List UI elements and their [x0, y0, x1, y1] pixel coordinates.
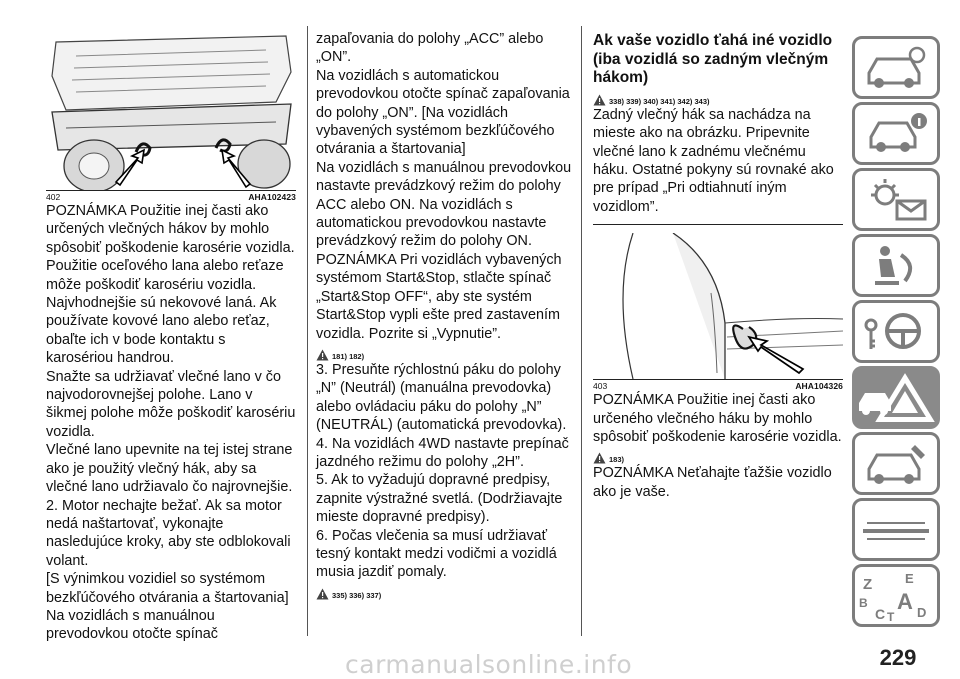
paragraph: Zadný vlečný hák sa nachádza na mieste ako na obrázku. Pripevnite vlečné lano k zadnému vlečnému háku. Ostatné pokyny sú rovnaké ako pre prípad „Pri odtiahnutí iným vozidlom”.: [593, 106, 834, 215]
column-1: [46, 0, 296, 644]
index-letter: D: [917, 605, 927, 620]
reference-numbers: 183): [609, 455, 625, 465]
car-info-icon: [855, 105, 937, 162]
paragraph: POZNÁMKA Použitie inej časti ako určeného vlečného háku by mohlo spôsobiť poškodenie karosérie vozidla.: [593, 392, 842, 446]
warning-triangle-icon: [316, 588, 329, 600]
tab-index[interactable]: [852, 564, 940, 627]
figure-402-caption: [46, 192, 296, 202]
tab-emergency[interactable]: [852, 366, 940, 429]
figure-top-rule: [593, 224, 843, 233]
figure-number: 403: [593, 381, 608, 392]
index-letter: C: [875, 606, 886, 622]
figure-code: AHA102423: [248, 192, 296, 202]
paragraph: 5. Ak to vyžadujú dopravné predpisy, zapnite výstražné svetlá. (Dodržiavajte mieste dopravné predpisy).: [316, 472, 563, 526]
column-divider: [307, 26, 308, 636]
paragraph: POZNÁMKA Pri vozidlách vybavených systémom Start&Stop, stlačte spínač „Start&Stop OFF“, aby ste systém Start&Stop vypli ešte pred zastavením vozidla. Pozrite si „Vypnutie”.: [316, 251, 562, 342]
tab-specifications[interactable]: [852, 498, 940, 561]
column-divider: [581, 26, 582, 636]
light-message-icon: [855, 171, 937, 228]
warning-breakdown-icon: [855, 369, 937, 426]
paragraph: POZNÁMKA Použitie inej časti ako určených vlečných hákov by mohlo spôsobiť poškodenie karosérie vozidla.: [46, 203, 295, 256]
warning-triangle-icon: [593, 94, 606, 106]
paragraph: [S výnimkou vozidiel so systémom bezkľúčového otvárania a štartovania]: [46, 571, 289, 606]
paragraph: zapaľovania do polohy „ACC” alebo „ON”.: [316, 31, 544, 66]
index-letter: E: [905, 571, 914, 586]
paragraph: Na vozidlách s manuálnou prevodovkou nastavte prevádzkový režim do polohy ACC alebo ON. Na vozidlách s automatickou prevodovkou nastavte prevádzkový režim do polohy ON.: [316, 159, 572, 250]
page-number: 229: [879, 645, 917, 670]
specifications-icon: [855, 501, 937, 558]
column-3: [593, 32, 843, 501]
tab-lights-messages[interactable]: [852, 168, 940, 231]
reference-numbers: 338) 339) 340) 341) 342) 343): [609, 96, 710, 106]
warning-triangle-icon: [316, 349, 329, 361]
warning-references: [316, 343, 572, 361]
section-heading: Ak vaše vozidlo ťahá iné vozidlo (iba vozidlá so zadným vlečným hákom): [593, 32, 833, 87]
figure-code: AHA104326: [795, 381, 843, 392]
paragraph: Na vozidlách s automatickou prevodovkou otočte spínač zapaľovania do polohy „ON”. [Na vozidlách vybavených systémom bezkľúčového otvárania a štartovania]: [316, 67, 570, 158]
paragraph: 2. Motor nechajte bežať. Ak sa motor nedá naštartovať, vykonajte nasledujúce kroky, aby ste odblokovali volant.: [46, 497, 291, 569]
maintenance-car-icon: [855, 435, 937, 492]
steering-key-icon: [855, 303, 937, 360]
paragraph: Použitie oceľového lana alebo reťaze môže poškodiť karosériu vozidla. Najvhodnejšie sú nekovové laná. Ak používate kovové lano alebo reťaz, obaľte ich v bode kontaktu s karosériou handrou.: [46, 258, 284, 367]
reference-numbers: 181) 182): [332, 351, 365, 361]
column-2: [316, 30, 572, 600]
airbag-seat-icon: [855, 237, 937, 294]
front-tow-hook-illustration: [46, 32, 296, 190]
index-letter: A: [897, 589, 913, 614]
watermark: carmanualsonline.info: [345, 650, 633, 679]
index-letter: Z: [863, 576, 873, 593]
index-letter: B: [859, 596, 868, 610]
paragraph: Vlečné lano upevnite na tej istej strane ako je použitý vlečný hák, aby sa vlečné lano udržiavalo čo najrovnejšie.: [46, 442, 293, 496]
paragraph: 6. Počas vlečenia sa musí udržiavať tesný kontakt medzi vodičmi a vozidlá musia jazdiť pomaly.: [316, 527, 557, 581]
warning-references: [593, 446, 843, 464]
tab-safety[interactable]: [852, 234, 940, 297]
warning-references: [593, 88, 843, 106]
tab-car-info[interactable]: [852, 102, 940, 165]
index-letter: T: [887, 610, 895, 624]
rear-tow-hook-illustration: [593, 233, 843, 379]
warning-triangle-icon: [593, 452, 606, 464]
figure-number: 402: [46, 192, 61, 202]
index-letters-icon: [855, 567, 937, 624]
figure-402: [46, 32, 296, 191]
figure-403: [593, 233, 843, 380]
warning-references: [316, 582, 572, 600]
car-dashboard-icon: [855, 39, 937, 96]
paragraph: 4. Na vozidlách 4WD nastavte prepínač jazdného režimu do polohy „2H”.: [316, 435, 569, 470]
paragraph: Na vozidlách s manuálnou prevodovkou otočte spínač: [46, 607, 218, 643]
paragraph: Snažte sa udržiavať vlečné lano v čo najvodorovnejšej polohe. Lano v šikmej polohe môže poškodiť karosériu vozidla.: [46, 368, 296, 440]
tab-starting-driving[interactable]: [852, 300, 940, 363]
tab-dashboard[interactable]: [852, 36, 940, 99]
reference-numbers: 335) 336) 337): [332, 590, 382, 600]
figure-403-caption: [593, 381, 843, 391]
tab-maintenance[interactable]: [852, 432, 940, 495]
paragraph: POZNÁMKA Neťahajte ťažšie vozidlo ako je vaše.: [593, 465, 832, 500]
paragraph: 3. Presuňte rýchlostnú páku do polohy „N” (Neutrál) (manuálna prevodovka) alebo ovládaciu páku do polohy „N” (NEUTRÁL) (automatická prevodovka).: [316, 361, 567, 434]
